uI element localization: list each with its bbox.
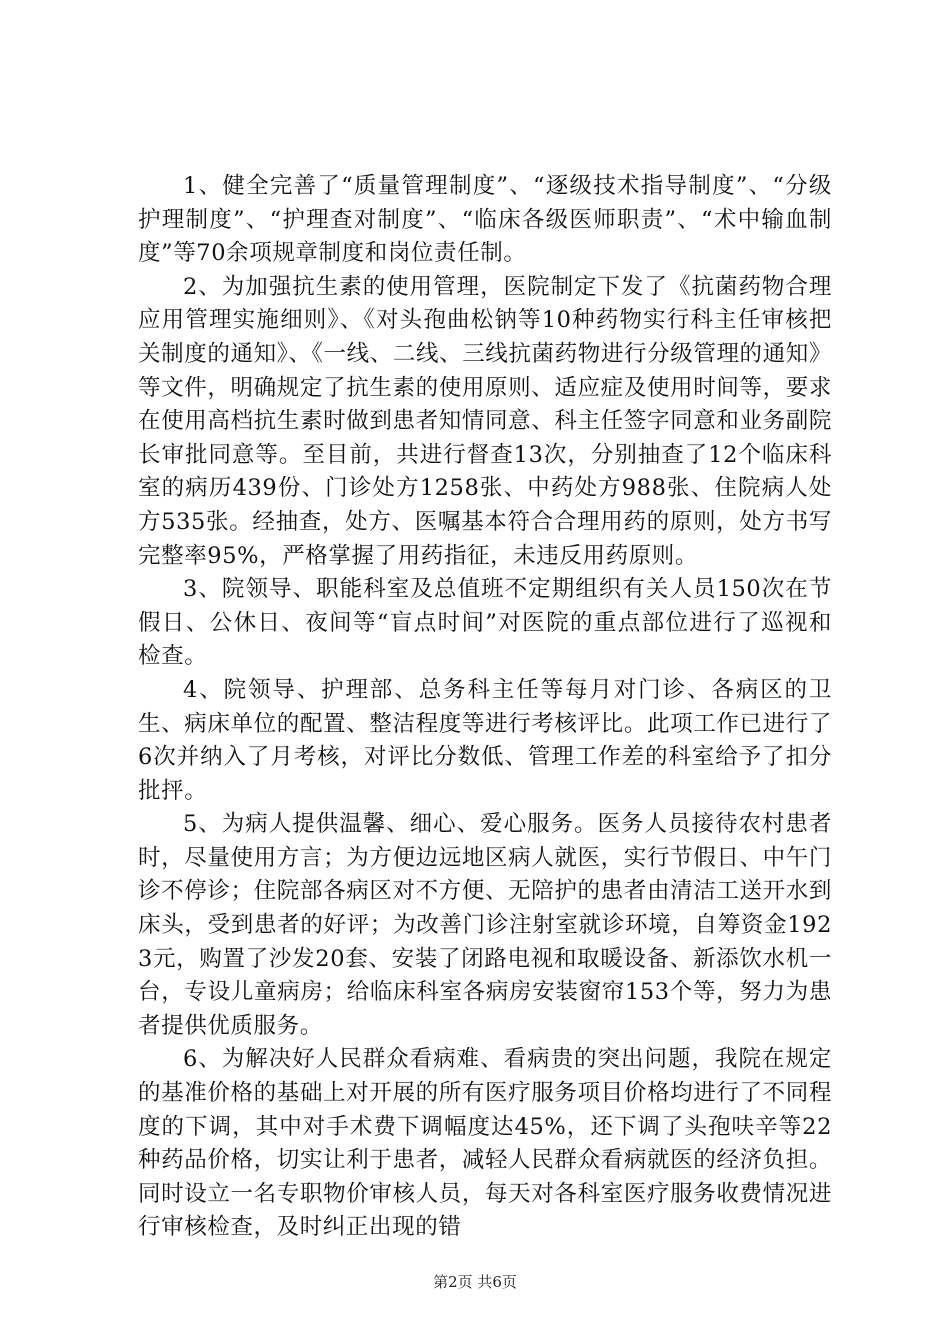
paragraph-1: 1、健全完善了“质量管理制度”、“逐级技术指导制度”、“分级护理制度”、“护理查对制度”、“临床各级医师职责”、“术中输血制度”等70余项规章制度和岗位责任制。 <box>138 173 832 267</box>
paragraph-4: 4、院领导、护理部、总务科主任等每月对门诊、各病区的卫生、病床单位的配置、整洁程度等进行考核评比。此项工作已进行了6次并纳入了月考核，对评比分数低、管理工作差的科室给予了扣分批抨。 <box>138 676 832 804</box>
paragraph-5: 5、为病人提供温馨、细心、爱心服务。医务人员接待农村患者时，尽量使用方言；为方便边远地区病人就医，实行节假日、中午门诊不停诊；住院部各病区对不方便、无陪护的患者由清洁工送开水到床头，受到患者的好评；为改善门诊注射室就诊环境，自筹资金1923元，购置了沙发20套、安装了闭路电视和取暖设备、新添饮水机一台，专设儿童病房；给临床科室各病房安装窗帘153个等，努力为患者提供优质服务。 <box>138 811 832 1039</box>
paragraph-2: 2、为加强抗生素的使用管理，医院制定下发了《抗菌药物合理应用管理实施细则》、《对头孢曲松钠等10种药物实行科主任审核把关制度的通知》、《一线、二线、三线抗菌药物进行分级管理的通知》等文件，明确规定了抗生素的使用原则、适应症及使用时间等，要求在使用高档抗生素时做到患者知情同意、科主任签字同意和业务副院长审批同意等。至目前，共进行督查13次，分别抽查了12个临床科室的病历439份、门诊处方1258张、中药处方988张、住院病人处方535张。经抽查，处方、医嘱基本符合合理用药的原则，处方书写完整率95%，严格掌握了用药指征，未违反用药原则。 <box>138 273 832 569</box>
paragraph-6: 6、为解决好人民群众看病难、看病贵的突出问题，我院在规定的基准价格的基础上对开展的所有医疗服务项目价格均进行了不同程度的下调，其中对手术费下调幅度达45%，还下调了头孢呋辛等22种药品价格，切实让利于患者，减轻人民群众看病就医的经济负担。同时设立一名专职物价审核人员，每天对各科室医疗服务收费情况进行审核检查，及时纠正出现的错 <box>138 1046 832 1241</box>
paragraph-3: 3、院领导、职能科室及总值班不定期组织有关人员150次在节假日、公休日、夜间等“盲点时间”对医院的重点部位进行了巡视和检查。 <box>138 576 832 670</box>
page-number-footer: 第2页 共6页 <box>433 1273 517 1291</box>
document-body <box>138 170 832 1245</box>
